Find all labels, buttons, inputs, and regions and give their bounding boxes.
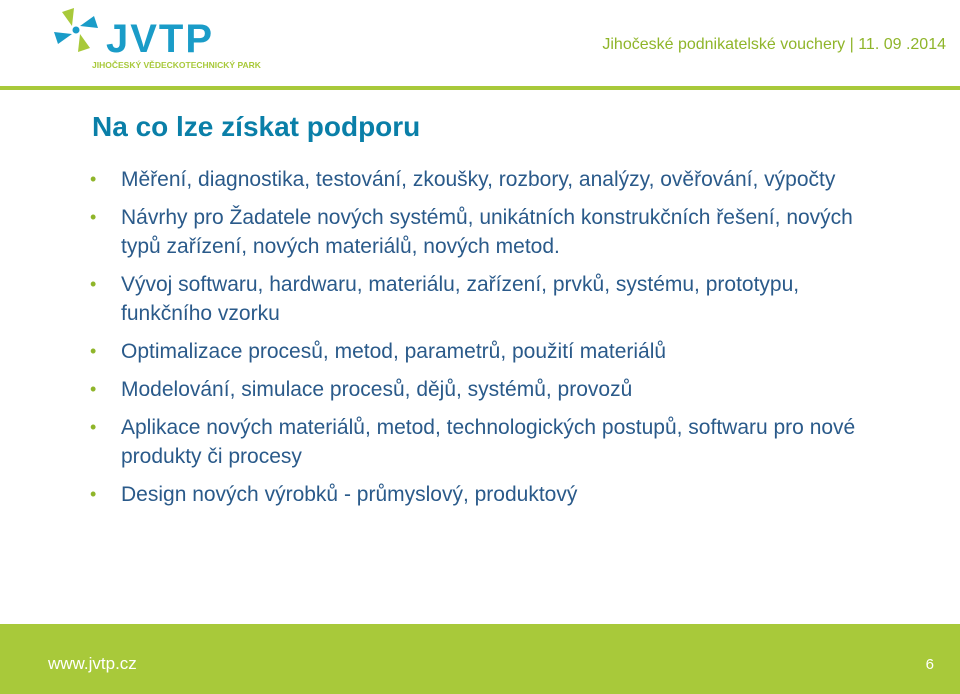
header-divider: [0, 86, 960, 90]
bullet-dot-icon: •: [90, 274, 97, 294]
list-item: [90, 337, 890, 366]
list-item: [90, 203, 890, 261]
list-item-text: Vývoj softwaru, hardwaru, materiálu, zařízení, prvků, systému, prototypu, funkčního vzorku: [121, 273, 800, 325]
bullet-dot-icon: •: [90, 417, 97, 437]
footer-bar: [0, 624, 960, 694]
slide-title: Na co lze získat podporu: [92, 111, 421, 142]
list-item-text: Měření, diagnostika, testování, zkoušky, rozbory, analýzy, ověřování, výpočty: [121, 168, 836, 191]
bullet-dot-icon: •: [90, 341, 97, 361]
bullet-dot-icon: •: [90, 379, 97, 399]
bullet-list: [90, 165, 890, 518]
logo-text: JVTP: [106, 17, 215, 61]
list-item-text: Návrhy pro Žadatele nových systémů, unikátních konstrukčních řešení, nových typů zařízení, nových materiálů, nových metod.: [121, 206, 853, 258]
list-item: [90, 480, 890, 509]
list-item: [90, 165, 890, 194]
list-item-text: Design nových výrobků - průmyslový, produktový: [121, 483, 578, 506]
list-item: [90, 375, 890, 404]
list-item-text: Modelování, simulace procesů, dějů, systémů, provozů: [121, 378, 633, 401]
bullet-dot-icon: •: [90, 169, 97, 189]
jvtp-logo: [44, 4, 284, 76]
header-info: Jihočeské podnikatelské vouchery | 11. 09 .2014: [602, 36, 946, 53]
bullet-dot-icon: •: [90, 484, 97, 504]
logo-mark-icon: [54, 8, 98, 52]
list-item-text: Aplikace nových materiálů, metod, technologických postupů, softwaru pro nové produkty či procesy: [121, 416, 856, 468]
list-item: [90, 413, 890, 471]
footer-website-link[interactable]: www.jvtp.cz: [48, 654, 137, 673]
list-item: [90, 270, 890, 328]
list-item-text: Optimalizace procesů, metod, parametrů, použití materiálů: [121, 340, 667, 363]
logo-subtitle: JIHOČESKÝ VĚDECKOTECHNICKÝ PARK: [92, 60, 261, 70]
bullet-dot-icon: •: [90, 207, 97, 227]
page-number: 6: [925, 656, 934, 673]
